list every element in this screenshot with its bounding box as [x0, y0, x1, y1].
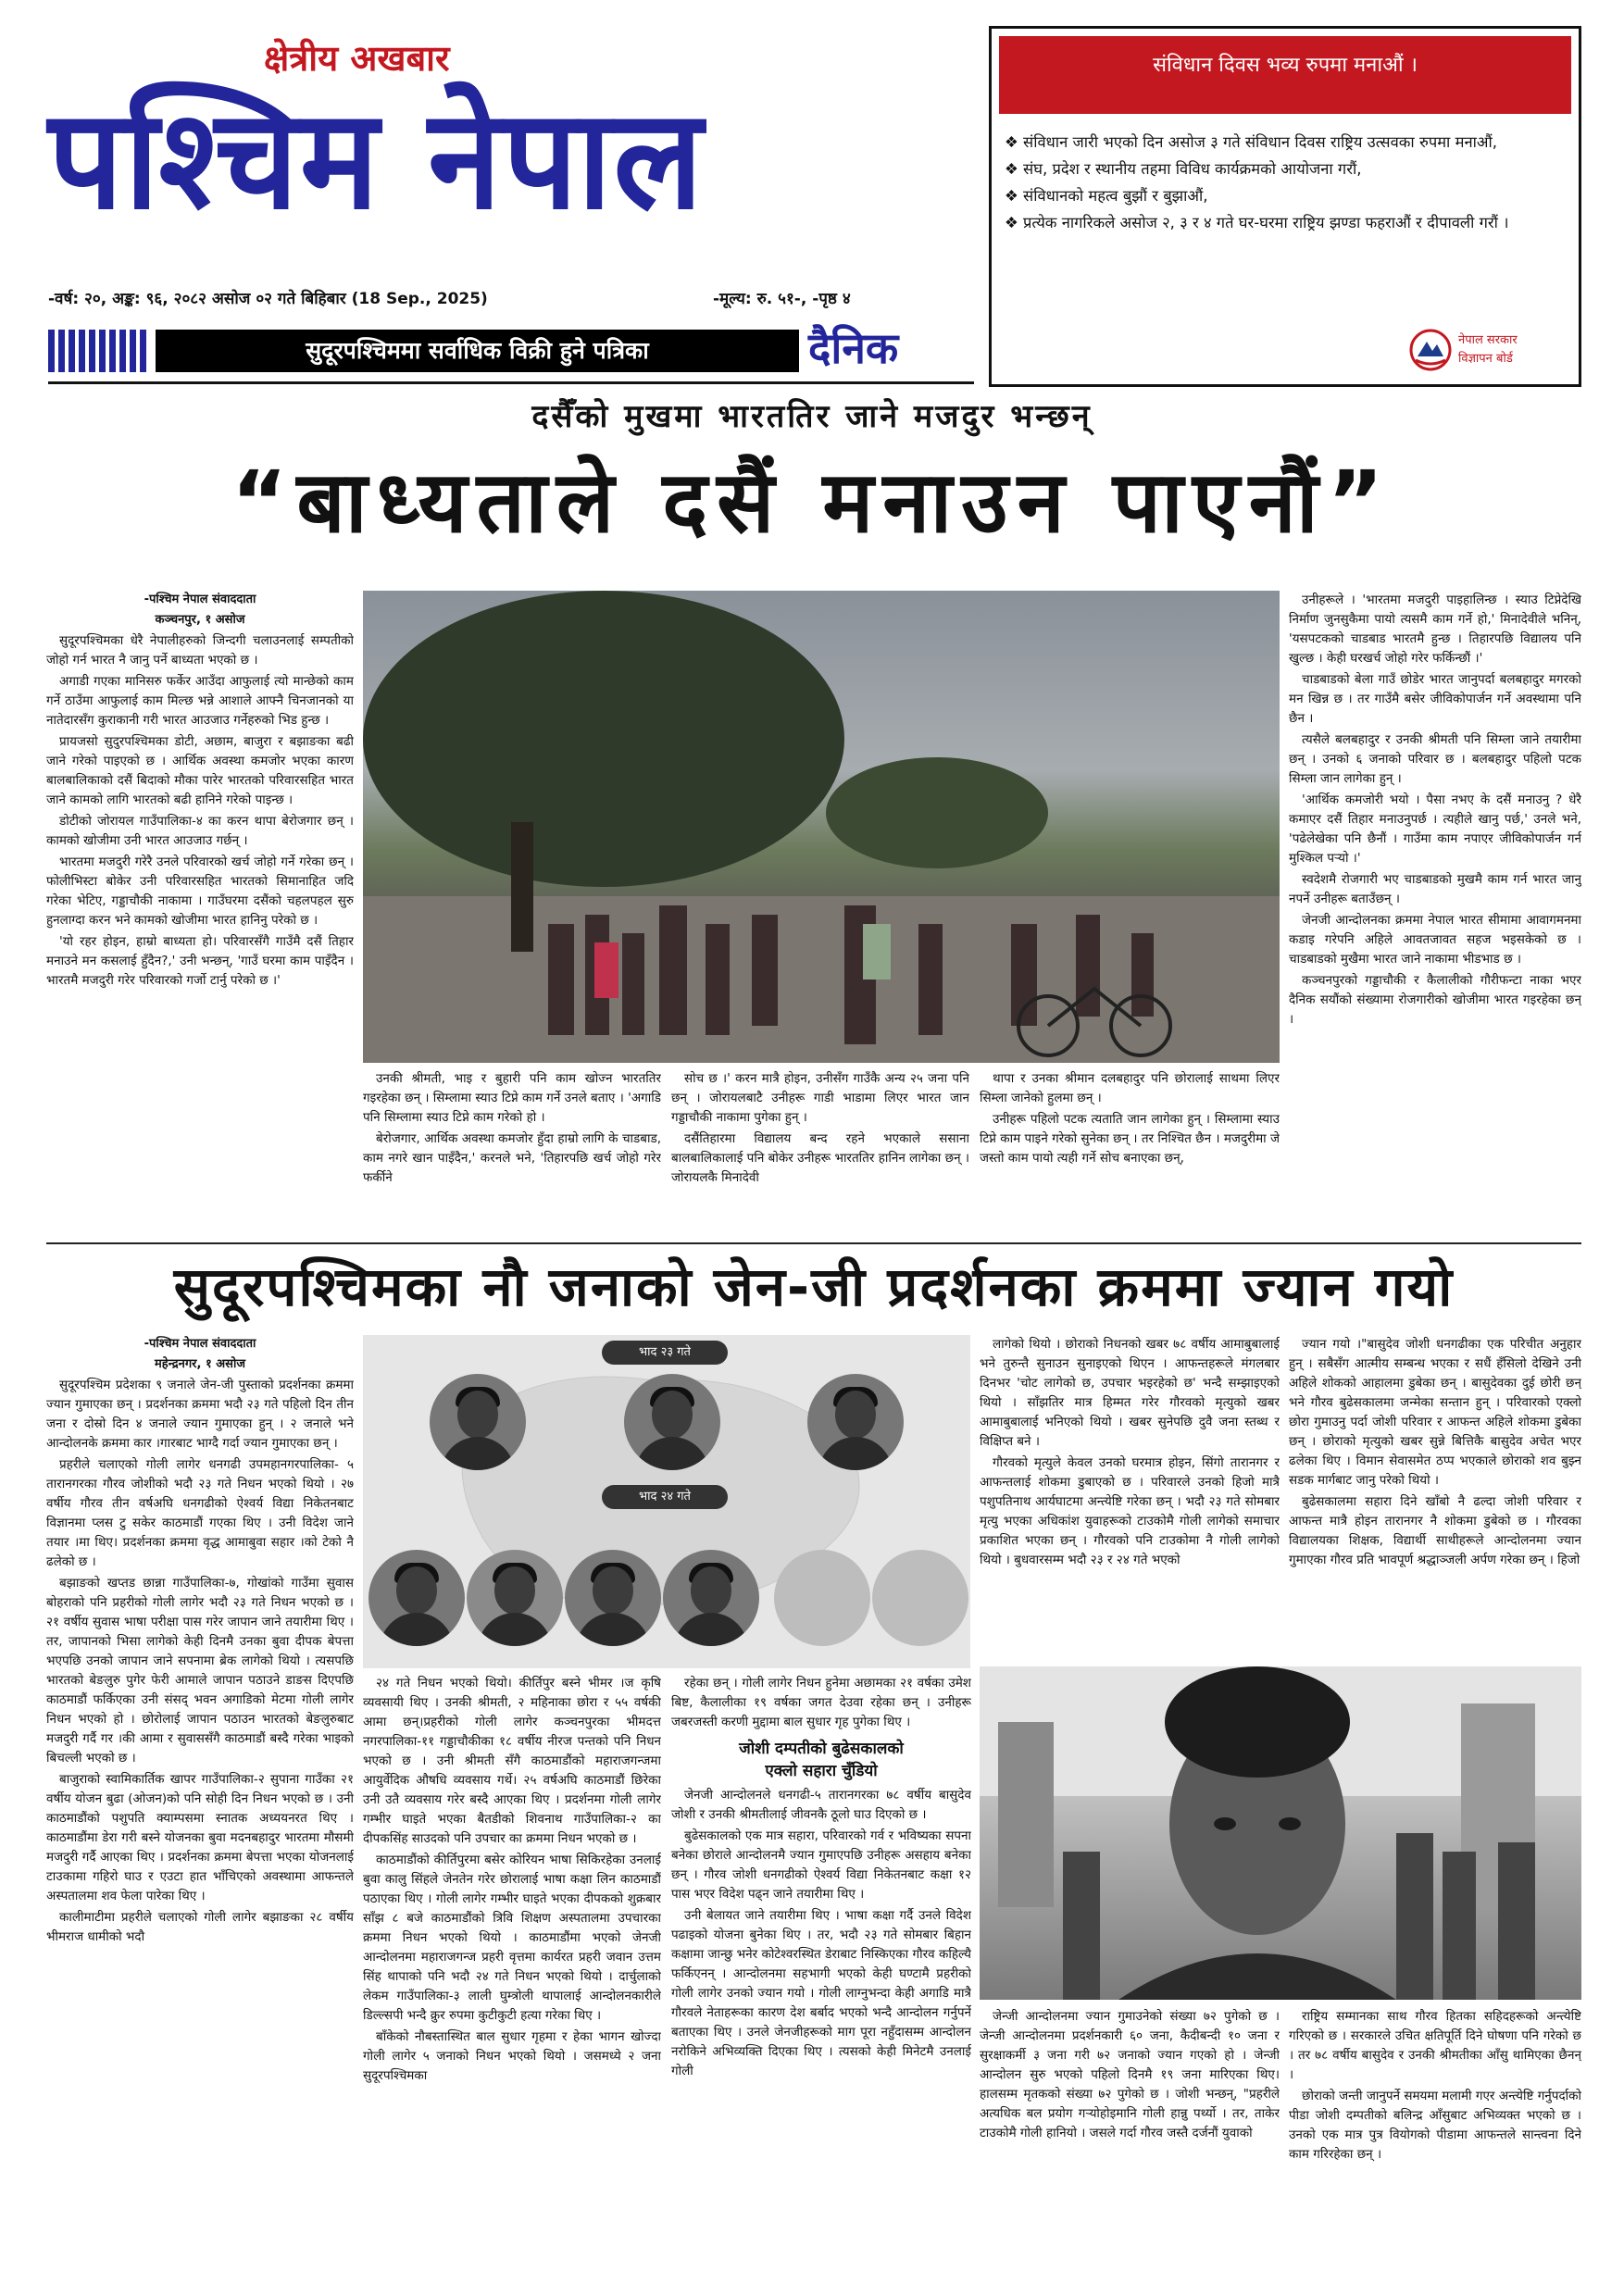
story2-paragraph: रहेका छन् । गोली लागेर निधन हुनेमा अछामका २१ वर्षका उमेश बिष्ट, कैलालीका १९ वर्षका जगत देउवा रहेका छन् । उनीहरू जबरजस्ती करणी मुद्दामा बाल सुधार गृह पुगेका थिए । — [671, 1676, 971, 1729]
subhead-line-1: जोशी दम्पतीको बुढेसकालको — [739, 1740, 904, 1758]
story1-paragraph: उनीहरू पहिलो पटक त्यताति जान लागेका हुन् । सिम्लामा स्याउ टिप्ने काम पाइने गरेको सुनेका छन् । तर निश्चित छैन । मजदुरीमा जे जस्तो काम पायो त्यही गर्ने सोच बनाएका छन्, — [980, 1112, 1280, 1166]
story2-paragraph: गौरवको मृत्युले केवल उनको घरमात्र होइन, सिंगो तारानगर र आफन्तलाई शोकमा डुबाएको छ । परिवारले उनको हिजो मात्रै पशुपतिनाथ आर्यघाटमा अन्त्येष्टि गरेका छन् । भदौ २३ गते सोमबार मृत्यु भएका अधिकांश युवाहरूको टाउकोमै गोली लागेको समाचार प्रकाशित भएका छन् । गौरवको पनि टाउकोमा नै गोली लागेको थियो । बुधवारसम्म भदौ २३ र २४ गते भएको — [980, 1455, 1280, 1567]
story2-paragraph: बझाङको खप्तड छान्ना गाउँपालिका-७, गोखांको गाउँमा सुवास बोहराको पनि प्रहरीको गोली लागेर भदौ २३ गते निधन भएको छ । २१ वर्षीय सुवास भाषा परीक्षा पास गरेर जापान जाने तयारीमा थिए । तर, जापानको भिसा लागेको केही दिनमै उनका बुवा दीपक बेपत्ता भएपछि उनको जापान जाने सपनामा ब्रेक लागेको थियो । त्यसपछि भारतको बेङलुरु पुगेर फेरी आमाले जापान पठाउने डाङस दिएपछि काठमाडौं फर्किएका उनी संसद् भवन अगाडिको मेटमा गोली लागेर निधन भएको हो । छोरोलाई जापान पठाउन भारतको बेङलुरुबाट मजदुरी गर्दै गर ।की आमा र सुवाससँगै काठमाडौं बस्दै गरेका भाइको बिचल्ली भएको छ । — [46, 1576, 354, 1766]
ad-items — [1005, 129, 1560, 236]
story2-column-5-bottom — [1289, 2007, 1581, 2261]
date-label-1: भाद २३ गते — [602, 1341, 728, 1365]
section-rule — [46, 1242, 1581, 1244]
ad-board-line2: विज्ञापन बोर्ड — [1458, 352, 1513, 366]
story2-paragraph: जेनजी आन्दोलनले धनगढी-५ तारानगरका ७८ वर्षीय बासुदेव जोशी र उनकी श्रीमतीलाई जीवनकै ठूलो घाउ दिएको छ । — [671, 1788, 971, 1822]
story2-column-4-bottom — [980, 2007, 1280, 2261]
victim-photo — [430, 1374, 526, 1470]
story1-byline: -पश्चिम नेपाल संवाददाता — [144, 593, 256, 606]
ad-item: ❖ संघ, प्रदेश र स्थानीय तहमा विविध कार्यक्रमको आयोजना गरौं, — [1005, 160, 1362, 178]
story1-paragraph: 'आर्थिक कमजोरी भयो । पैसा नभए के दसैं मनाउनु ? धेरै कमाएर दसैं तिहार मनाउनुपर्छ । त्यहीले खानु पर्छ,' उनले भने, 'पढेलेखेका पनि छैनौं । गाउँमा काम नपाएर जीविकोपार्जन गर्न मुश्किल पऱ्यो ।' — [1289, 792, 1581, 866]
story2-paragraph: छोराको जन्ती जानुपर्ने समयमा मलामी गएर अन्त्येष्टि गर्नुपर्दाको पीडा जोशी दम्पतीको बलिन्द्र आँसुबाट अभिव्यक्त भएको छ । उनको एक मात्र पुत्र वियोगको पीडामा आफन्तले सान्त्वना दिने काम गरिरहेका छन् । — [1289, 2089, 1581, 2162]
story1-paragraph: उनकी श्रीमती, भाइ र बुहारी पनि काम खोज्न भारततिर गइरहेका छन् । सिम्लामा स्याउ टिप्ने काम गर्ने उनले बताए । 'अगाडि पनि सिम्लामा स्याउ टिप्ने काम गरेको हो । — [363, 1071, 661, 1125]
victim-photo — [467, 1550, 563, 1646]
ad-title: संविधान दिवस भव्य रुपमा मनाऔं । — [1153, 54, 1418, 77]
nepal-emblem-icon — [1408, 329, 1453, 371]
victim-photo — [807, 1374, 904, 1470]
diamond-icon: ❖ — [1005, 214, 1024, 231]
story1-paragraph: चाडबाडको बेला गाउँ छोडेर भारत जानुपर्दा बलबहादुर मगरको मन खिन्न छ । तर गाउँमै बसेर जीविकोपार्जन गर्ने अवस्थामा पनि छैन । — [1289, 672, 1581, 726]
story2-paragraph: बुढेसकालको एक मात्र सहारा, परिवारको गर्व र भविष्यका सपना बनेका छोराले आन्दोलनमै ज्यान गुमाएपछि उनीहरू असहाय बनेका छन् । गौरव जोशी धनगढीको ऐश्वर्य विद्या निकेतनबाट कक्षा १२ पास भएर विदेश पढ्न जाने तयारीमा थिए । — [671, 1828, 971, 1902]
story2-paragraph: सुदूरपश्चिम प्रदेशका ९ जनाले जेन-जी पुस्ताको प्रदर्शनका क्रममा ज्यान गुमाएका छन् । प्रदर्शनका क्रममा भदौ २३ गते पहिलो दिन तीन जना र दोस्रो दिन ४ जनाले ज्यान गुमाएका हुन् । २ जनाले भने आन्दोलनके क्रममा कार ।गारबाट भाग्दै गर्दा ज्यान गुमाएका छन् । — [46, 1378, 354, 1451]
victim-photo — [624, 1374, 720, 1470]
ad-item: ❖ संविधानको महत्व बुझौं र बुझाऔं, — [1005, 187, 1208, 205]
story1-paragraph: 'यो रहर होइन, हाम्रो बाध्यता हो। परिवारसँगै गाउँमै दसैं तिहार मनाउने मन कसलाई हुँदैन?,' उनी भन्छन्, 'गाउँ घरमा काम पाइँदैन । भारतमै मजदुरी गरेर परिवारको गर्जो टार्नु परेको छ ।' — [46, 934, 354, 988]
subhead-line-2: एक्लो सहारा चुँडियो — [765, 1762, 878, 1780]
story2-paragraph: बुढेसकालमा सहारा दिने खाँबो नै ढल्दा जोशी परिवार र आफन्त मात्रै होइन तारानगर नै शोकमा डुबेको छ । गौरवका विद्यालयका शिक्षक, विद्यार्थी साथीहरूले आन्दोलनमा ज्यान गुमाएका गौरव प्रति भावपूर्ण श्रद्धाञ्जली अर्पण गरेका छन् । हिजो — [1289, 1494, 1581, 1567]
masthead-rule — [48, 381, 974, 384]
slogan-bar — [156, 330, 799, 372]
story2-paragraph: कालीमाटीमा प्रहरीले चलाएको गोली लागेर बझाङका २८ वर्षीय भीमराज धामीको भदौ — [46, 1910, 354, 1944]
story1-paragraph: स्वदेशमै रोजगारी भए चाडबाडको मुखमै काम गर्न भारत जानु नपर्ने उनीहरू बताउँछन् । — [1289, 872, 1581, 906]
story2-byline: -पश्चिम नेपाल संवाददाता — [144, 1337, 256, 1351]
stripe-decoration — [48, 330, 150, 372]
story1-paragraph: कञ्चनपुरको गड्डाचौकी र कैलालीको गौरीफन्टा नाका भएर दैनिक सयौंको संख्यामा रोजगारीको खोजीमा भारत गइरहेका छन् । — [1289, 973, 1581, 1027]
story1-column-1 — [46, 591, 354, 1235]
photo-scene-bw — [980, 1666, 1581, 2000]
story1-photo-migrant-workers — [363, 591, 1280, 1063]
story1-paragraph: अगाडी गएका मानिसरु फर्केर आउँदा आफुलाई त्यो मान्छेको काम गर्ने ठाउँमा आफुलाई काम मिल्छ भन्ने आशाले आफ्नै चिनजानको या नातेदारसँग कुराकानी गरी भारत आउजाउ गर्नेहरुको भिड हुन्छ । — [46, 674, 354, 728]
slogan-text: सुदूरपश्चिममा सर्वाधिक विक्री हुने पत्रिका — [306, 337, 649, 364]
story1-paragraph: उनीहरूले । 'भारतमा मजदुरी पाइहालिन्छ । स्याउ टिप्नेदेखि निर्माण जुनसुकैमा पायो त्यसमै काम गर्ने हो,' मिनादेवीले भनिन्, 'यसपटकको चाडबाड भारतमै हुन्छ । तिहारपछि विद्यालय पनि खुल्छ । केही घरखर्च जोहो गरेर फर्किन्छौं ।' — [1289, 593, 1581, 666]
victim-photo — [663, 1550, 759, 1646]
story1-column-4 — [980, 1069, 1280, 1238]
story2-photo-protester — [980, 1666, 1581, 2000]
story2-column-2 — [363, 1674, 661, 2261]
story2-column-1 — [46, 1335, 354, 2261]
story2-paragraph: उनी बेलायत जाने तयारीमा थिए । भाषा कक्षा गर्दै उनले विदेश पढाइको योजना बुनेका थिए । तर, भदौ २३ गते सोमबार बिहान कक्षामा जान्छु भनेर कोटेश्वरस्थित डेराबाट निस्किएका गौरव कहिल्यै फर्किएनन् । आन्दोलनमा सहभागी भएको केही घण्टामै प्रहरीको गोली लागेर उनको ज्यान गयो । गोली लाग्नुभन्दा केही अगाडि मात्रै गौरवले नेताहरूका कारण देश बर्बाद भएको भन्दै आन्दोलन गर्नुपर्ने बताएका थिए । उनले जेनजीहरूको माग पूरा नहुँदासम्म आन्दोलन नरोकिने अभिव्यक्ति दिएका थिए । त्यसको केही मिनेटमै उनलाई गोली — [671, 1908, 971, 2078]
ad-board-line1: नेपाल सरकार — [1458, 333, 1518, 347]
story1-paragraph: बेरोजगार, आर्थिक अवस्था कमजोर हुँदा हाम्रो लागि के चाडबाड, काम नगरे खान पाइँदैन,' करनले भने, 'तिहारपछि खर्च जोहो गरेर फर्कीने — [363, 1131, 661, 1185]
story2-subhead — [671, 1738, 971, 1782]
date-label-2: भाद २४ गते — [602, 1485, 728, 1509]
victim-photo-placeholder — [774, 1550, 870, 1646]
story1-column-2 — [363, 1069, 661, 1238]
story2-column-3 — [671, 1674, 971, 2261]
story1-column-5 — [1289, 591, 1581, 1239]
story1-column-3 — [671, 1069, 969, 1238]
story2-paragraph: राष्ट्रिय सम्मानका साथ गौरव हितका सहिदहरूको अन्त्येष्टि गरिएको छ । सरकारले उचित क्षतिपूर्ति दिने घोषणा पनि गरेको छ । तर ७८ वर्षीय बासुदेव र उनकी श्रीमतीका आँसु थामिएका छैनन् । — [1289, 2009, 1581, 2082]
victim-photo-placeholder — [872, 1550, 968, 1646]
story1-paragraph: जेनजी आन्दोलनका क्रममा नेपाल भारत सीमामा आवागमनमा कडाइ गरेपनि अहिले आवतजावत सहज भइसकेको छ । चाडबाडको मुखैमा भारत जाने नाकामा भीडभाड छ । — [1289, 913, 1581, 967]
story1-paragraph: सुदूरपश्चिमका धेरै नेपालीहरुको जिन्दगी चलाउनलाई सम्पतीको जोहो गर्न भारत नै जानु पर्ने बाध्यता भएको छ । — [46, 633, 354, 668]
story2-headline: सुदूरपश्चिमका नौ जनाको जेन-जी प्रदर्शनका क्रममा ज्यान गयो — [173, 1255, 1455, 1318]
ad-title-bar — [999, 36, 1571, 114]
daily-label: दैनिक — [808, 323, 899, 373]
victims-graphic — [363, 1335, 970, 1668]
story1-paragraph: प्रायजसो सुदुरपश्चिमका डोटी, अछाम, बाजुरा र बझाङका बढी जाने गरेको पाइएको छ । आर्थिक अवस्था कमजोर भएका कारण बालबालिकाको दसैं बिदाको मौका पारेर भारतको परिवारसहित भारत जाने कामको लागि भारतको बढी हानिने गरेको पाइन्छ । — [46, 734, 354, 807]
story2-paragraph: ज्यान गयो ।"बासुदेव जोशी धनगढीका एक परिचीत अनुहार हुन् । सबैसँग आत्मीय सम्बन्ध भएका र सधैं हँसिलो देखिने उनी अहिले शोकको आहालमा डुबेका छन् । बासुदेवका दुई छोरी छन् भने गौरव बुढेसकालमा जन्मेका सन्तान हुन् । परिवारको एक्लो छोरा गुमाउनु पर्दा जोशी परिवार र आफन्त अहिले शोकमा डुबेका छन् । छोराको मृत्युको खबर सुन्ने बित्तिकै बासुदेव अचेत भएर ढलेका थिए । विमान सेवासमेत ठप्प भएकाले छोराको शव बुझ्न सडक मार्गबाट जानु परेको थियो । — [1289, 1337, 1581, 1488]
story1-paragraph: सोच छ ।' करन मात्रै होइन, उनीसँग गाउँकै अन्य २५ जना पनि छन् । जोरायलबाटै उनीहरू गाडी भाडामा लिएर भारत जान गड्डाचौकी नाकामा पुगेका हुन् । — [671, 1071, 969, 1125]
diamond-icon: ❖ — [1005, 160, 1024, 178]
story2-paragraph: प्रहरीले चलाएको गोली लागेर धनगढी उपमहानगरपालिका- ५ तारानगरका गौरव जोशीको भदौ २३ गते निधन भएको थियो । २७ वर्षीय गौरव तीन वर्षअघि धनगढीको ऐश्वर्य विद्या निकेतनबाट विज्ञानमा प्लस टु सकेर काठमाडौं गएका थिए । उनी विदेश जाने तयार ।मा थिए। प्रदर्शनका क्रममा वृद्ध आमाबुवा सहार ।को टेको नै ढलेको छ । — [46, 1457, 354, 1569]
story1-paragraph: भारतमा मजदुरी गरेरै उनले परिवारको खर्च जोहो गर्ने गरेका छन् । फोलीभिस्टा बोकेर उनी परिवारसहित भारतको सिमानाहित जदि गरेका भेटिए, गड्डाचौकी नाकामा । गाउँघरमा दसैंको चहलपहल सुरु हुनलाग्दा करन भने कामको खोजीमा भारत हानिनु परेको छ । — [46, 855, 354, 928]
masthead-title: पश्चिम नेपाल — [48, 80, 705, 241]
victim-photo — [369, 1550, 465, 1646]
diamond-icon: ❖ — [1005, 187, 1024, 205]
photo-scene — [363, 591, 1280, 1063]
ad-item: ❖ संविधान जारी भएको दिन असोज ३ गते संविधान दिवस राष्ट्रिय उत्सवका रुपमा मनाऔं, — [1005, 133, 1497, 151]
story1-kicker: दसैँको मुखमा भारततिर जाने मजदुर भन्छन् — [531, 398, 1093, 435]
story1-dateline: कञ्चनपुर, १ असोज — [155, 613, 245, 627]
story2-paragraph: काठमाडौंको कीर्तिपुरमा बसेर कोरियन भाषा सिकिरहेका उनलाई बुवा कालु सिंहले जेनतेन गरेर छोरालाई भाषा कक्षा लिन काठमाडौं पठाएका थिए । गोली लागेर गम्भीर घाइते भएका दीपकको शुक्रबार साँझ ८ बजे काठमाडौंको त्रिवि शिक्षण अस्पतालमा उपचारका क्रममा निधन भएको थियो । काठमाडौंमा भएको जेनजी आन्दोलनमा महाराजगन्ज प्रहरी वृत्तमा कार्यरत प्रहरी जवान उत्तम सिंह थापाको पनि भदौ २४ गते निधन भएको थियो । दार्चुलाको लेकम गाउँपालिका-३ लाली घुम्त्रोली थापालाई आन्दोलनकारीले डिल्ल्सपी भन्दै क्रुर रुपमा कुटीकुटी हत्या गरेका थिए । — [363, 1853, 661, 2023]
ad-item: ❖ प्रत्येक नागरिकले असोज २, ३ र ४ गते घर-घरमा राष्ट्रिय झण्डा फहराऔं र दीपावली गरौं । — [1005, 214, 1509, 231]
story2-paragraph: लागेको थियो । छोराको निधनको खबर ७८ वर्षीय आमाबुबालाई भने तुरुन्तै सुनाउन सुनाइएको थिएन । आफन्तहरूले मंगलबार दिनभर 'चोट लागेको छ, उपचार भइरहेको छ' भन्दै सम्झाइएको थियो । साँझतिर मात्र हिम्मत गरेर गौरवको मृत्युको खबर आमाबुबालाई भनिएको थियो । खबर सुनेपछि दुवै जना स्तब्ध र विक्षिप्त बने । — [980, 1337, 1280, 1449]
story1-paragraph: थापा र उनका श्रीमान दलबहादुर पनि छोरालाई साथमा लिएर सिम्ला जानेको हुलमा छन् । — [980, 1071, 1280, 1105]
story2-paragraph: बाजुराको स्वामिकार्तिक खापर गाउँपालिका-२ सुपाना गाउँका २१ वर्षीय योजन बुढा (ओजन)को पनि सोही दिन निधन भएको छ । उनी काठमाडौंको पशुपति क्याम्पसमा स्नातक अध्ययनरत थिए । काठमाडौंमा डेरा गरी बस्ने योजनका बुवा मदनबहादुर भारतमा मौसमी मजदुरी गर्दै आएका थिए । प्रदर्शनका क्रममा बेपत्ता भएका योजनलाई टाउकामा गहिरो घाउ र एउटा हात भाँचिएको अवस्थामा आफन्तले अस्पतालमा शव फेला पारेका थिए । — [46, 1772, 354, 1903]
masthead-tagline: क्षेत्रीय अखबार — [264, 38, 450, 79]
story1-paragraph: त्यसैले बलबहादुर र उनकी श्रीमती पनि सिम्ला जाने तयारीमा छन् । उनको ६ जनाको परिवार छ । बलबहादुर पहिलो पटक सिम्ला जान लागेका हुन् । — [1289, 732, 1581, 786]
diamond-icon: ❖ — [1005, 133, 1024, 151]
story2-paragraph: २४ गते निधन भएको थियो। कीर्तिपुर बस्ने भीमर ।ज कृषि व्यवसायी थिए । उनकी श्रीमती, २ महिनाका छोरा र ५५ वर्षकी आमा छन्।प्रहरीको गोली लागेर कञ्चनपुरका भीमदत्त नगरपालिका-११ गड्डाचौकीका १८ वर्षीय नीरज पन्तको पनि निधन भएको छ । उनी श्रीमती सँगै काठमाडौंको महाराजगन्जमा आयुर्वेदिक औषधि व्यवसाय गर्थे। २५ वर्षअघि काठमाडौं छिरेका उनी उतै व्यवसाय गरेर बस्दै आएका थिए । प्रदर्शनमा गोली लागेर गम्भीर घाइते भएका बैतडीको शिवनाथ गाउँपालिका-२ का दीपकसिंह साउदको पनि उपचार का क्रममा निधन भएको छ । — [363, 1676, 661, 1846]
ad-board-logo — [1408, 327, 1566, 373]
story1-headline: “बाध्यताले दसैं मनाउन पाएनौं” — [231, 453, 1393, 552]
story1-paragraph: डोटीको जोरायल गाउँपालिका-४ का करन थापा बेरोजगार छन् । कामको खोजीमा उनी भारत आउजाउ गर्छन् । — [46, 814, 354, 848]
issue-info: -वर्ष: २०, अङ्क: ९६, २०८२ असोज ०२ गते बिहिबार (18 Sep., 2025) — [48, 290, 488, 308]
ad-box — [989, 26, 1581, 387]
story2-paragraph: जेन्जी आन्दोलनमा ज्यान गुमाउनेको संख्या ७२ पुगेको छ । जेन्जी आन्दोलनमा प्रदर्शनकारी ६० जना, कैदीबन्दी १० जना र सुरक्षाकर्मी ३ जना गरी ७२ जनाको ज्यान गएको हो । जेन्जी आन्दोलन सुरु भएको पहिलो दिनमै १९ जना मारिएका थिए। हालसम्म मृतकको संख्या ७२ पुगेको छ । जोशी भन्छन्, "प्रहरीले अत्यधिक बल प्रयोग गऱ्योहोइमानि गोली हान्नु पर्थ्यो । तर, ताकेर टाउकोमै गोली हानियो । जसले गर्दा गौरव जस्तै दर्जनौं युवाको — [980, 2009, 1280, 2140]
story2-column-5 — [1289, 1335, 1581, 1655]
price-info: -मूल्य: रु. ५१-, -पृष्ठ ४ — [713, 290, 851, 308]
story2-column-4 — [980, 1335, 1280, 1655]
victim-photo — [565, 1550, 661, 1646]
story1-paragraph: दसैंतिहारमा विद्यालय बन्द रहने भएकाले ससाना बालबालिकालाई पनि बोकेर उनीहरू भारततिर हानिन लागेका छन् । जोरायलकै मिनादेवी — [671, 1131, 969, 1185]
story2-paragraph: बाँकेको नौबस्तास्थित बाल सुधार गृहमा र हेका भागन खोज्दा गोली लागेर ५ जनाको निधन भएको थियो । जसमध्ये २ जना सुदूरपश्चिमका — [363, 2029, 661, 2083]
story2-dateline: महेन्द्रनगर, १ असोज — [155, 1357, 245, 1371]
